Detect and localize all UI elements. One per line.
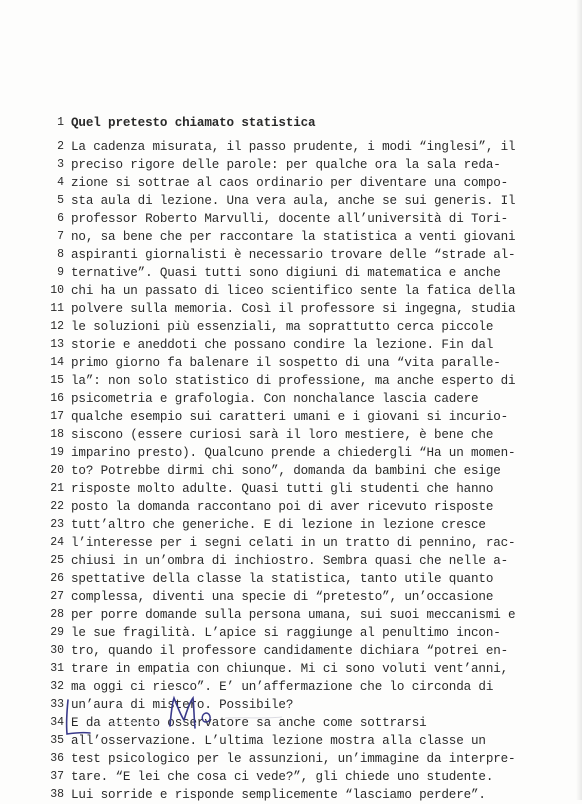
text-line [46,552,546,570]
text-line [46,660,546,678]
line-text: chi ha un passato di liceo scientifico sente la fatica della [71,284,516,298]
text-line [46,534,546,552]
line-number: 31 [50,662,64,675]
text-line [46,138,546,156]
line-text: storie e aneddoti che possano condire la lezione. Fin dal [71,338,494,352]
line-number: 28 [50,608,64,621]
line-number: 29 [50,626,64,639]
line-text: risposte molto adulte. Quasi tutti gli studenti che hanno [71,482,494,496]
line-text: trare in empatia con chiunque. Mi ci sono voluti vent’anni, [71,662,509,676]
text-line [46,606,546,624]
line-text: E da attento osservatore sa anche come sottrarsi [71,716,427,730]
line-text: tare. “E lei che cosa ci vede?”, gli chiede uno studente. [71,770,494,784]
line-text: complessa, diventi una specie di “pretesto”, un’occasione [71,590,494,604]
line-text: qualche esempio sui caratteri umani e i giovani si incurio- [71,410,509,424]
line-number: 16 [50,392,64,405]
document-title-line [46,114,546,132]
line-number: 14 [50,356,64,369]
line-number: 13 [50,338,64,351]
text-line [46,786,546,804]
line-number: 10 [50,284,64,297]
line-text: aspiranti giornalisti è necessario trovare delle “strade al- [71,248,516,262]
line-text: polvere sulla memoria. Così il professore si ingegna, studia [71,302,516,316]
line-text: le soluzioni più essenziali, ma soprattutto cerca piccole [71,320,494,334]
line-number: 34 [50,716,64,729]
line-number: 33 [50,698,64,711]
line-number: 21 [50,482,64,495]
line-text: all’osservazione. L’ultima lezione mostra alla classe un [71,734,486,748]
line-number: 32 [50,680,64,693]
text-line [46,480,546,498]
line-number: 26 [50,572,64,585]
text-line [46,462,546,480]
text-line [46,426,546,444]
line-number: 23 [50,518,64,531]
line-text: l’interesse per i segni celati in un tratto di pennino, rac- [71,536,516,550]
line-text: test psicologico per le assunzioni, un’immagine da interpre- [71,752,516,766]
line-text: ternative”. Quasi tutti sono digiuni di matematica e anche [71,266,501,280]
line-number: 19 [50,446,64,459]
line-text: posto la domanda raccontano poi di aver ricevuto risposte [71,500,494,514]
line-number: 30 [50,644,64,657]
line-number: 17 [50,410,64,423]
line-number: 22 [50,500,64,513]
line-number: 3 [57,158,64,171]
line-text: sta aula di lezione. Una vera aula, anche se sui generis. Il [71,194,516,208]
text-line [46,372,546,390]
line-number: 27 [50,590,64,603]
line-text: per porre domande sulla persona umana, sui suoi meccanismi e [71,608,516,622]
text-line [46,174,546,192]
line-number: 20 [50,464,64,477]
line-text: spettative della classe la statistica, tanto utile quanto [71,572,494,586]
text-line [46,498,546,516]
text-line [46,750,546,768]
line-text: le sue fragilità. L’apice si raggiunge al penultimo incon- [71,626,501,640]
text-line [46,156,546,174]
line-text: to? Potrebbe dirmi chi sono”, domanda da bambini che esige [71,464,501,478]
line-text: tutt’altro che generiche. E di lezione in lezione cresce [71,518,486,532]
line-number: 1 [57,116,64,129]
text-line [46,318,546,336]
text-line [46,642,546,660]
text-line [46,354,546,372]
line-number: 5 [57,194,64,207]
line-number: 11 [50,302,64,315]
text-line [46,624,546,642]
line-number: 4 [57,176,64,189]
line-text: no, sa bene che per raccontare la statistica a venti giovani [71,230,516,244]
line-text: tro, quando il professore candidamente dichiara “potrei en- [71,644,509,658]
line-text: siscono (essere curiosi sarà il loro mestiere, è bene che [71,428,494,442]
text-line [46,588,546,606]
line-number: 8 [57,248,64,261]
text-line [46,210,546,228]
text-line [46,768,546,786]
line-number: 18 [50,428,64,441]
line-number: 35 [50,734,64,747]
text-line [46,282,546,300]
text-line [46,570,546,588]
line-number: 37 [50,770,64,783]
line-number: 24 [50,536,64,549]
line-text: preciso rigore delle parole: per qualche ora la sala reda- [71,158,501,172]
line-text: psicometria e grafologia. Con nonchalance lascia cadere [71,392,479,406]
line-text: zione si sottrae al caos ordinario per diventare una compo- [71,176,509,190]
document-title: Quel pretesto chiamato statistica [71,116,316,130]
text-line [46,264,546,282]
line-text: ma oggi ci riesco”. E’ un’affermazione che lo circonda di [71,680,494,694]
text-line [46,192,546,210]
line-text: La cadenza misurata, il passo prudente, i modi “inglesi”, il [71,140,516,154]
scan-edge-shadow [576,0,582,800]
line-number: 9 [57,266,64,279]
text-line [46,408,546,426]
line-number: 38 [50,788,64,801]
text-line [46,300,546,318]
line-number: 36 [50,752,64,765]
text-line [46,516,546,534]
text-line [46,336,546,354]
line-text: la”: non solo statistico di professione, ma anche esperto di [71,374,516,388]
line-number: 6 [57,212,64,225]
line-text: professor Roberto Marvulli, docente all’università di Tori- [71,212,509,226]
line-number: 7 [57,230,64,243]
line-text: un’aura di mistero. Possibile? [71,698,294,712]
text-line [46,246,546,264]
line-number: 15 [50,374,64,387]
line-number: 25 [50,554,64,567]
line-text: chiusi in un’ombra di inchiostro. Sembra quasi che nelle a- [71,554,509,568]
text-line [46,390,546,408]
line-text: imparino presto). Qualcuno prende a chiedergli “Ha un momen- [71,446,516,460]
text-line [46,228,546,246]
line-number: 12 [50,320,64,333]
line-text: primo giorno fa balenare il sospetto di una “vita paralle- [71,356,501,370]
text-line [46,444,546,462]
handwritten-signature [50,692,300,742]
line-number: 2 [57,140,64,153]
line-text: Lui sorride e risponde semplicemente “lasciamo perdere”. [71,788,486,802]
